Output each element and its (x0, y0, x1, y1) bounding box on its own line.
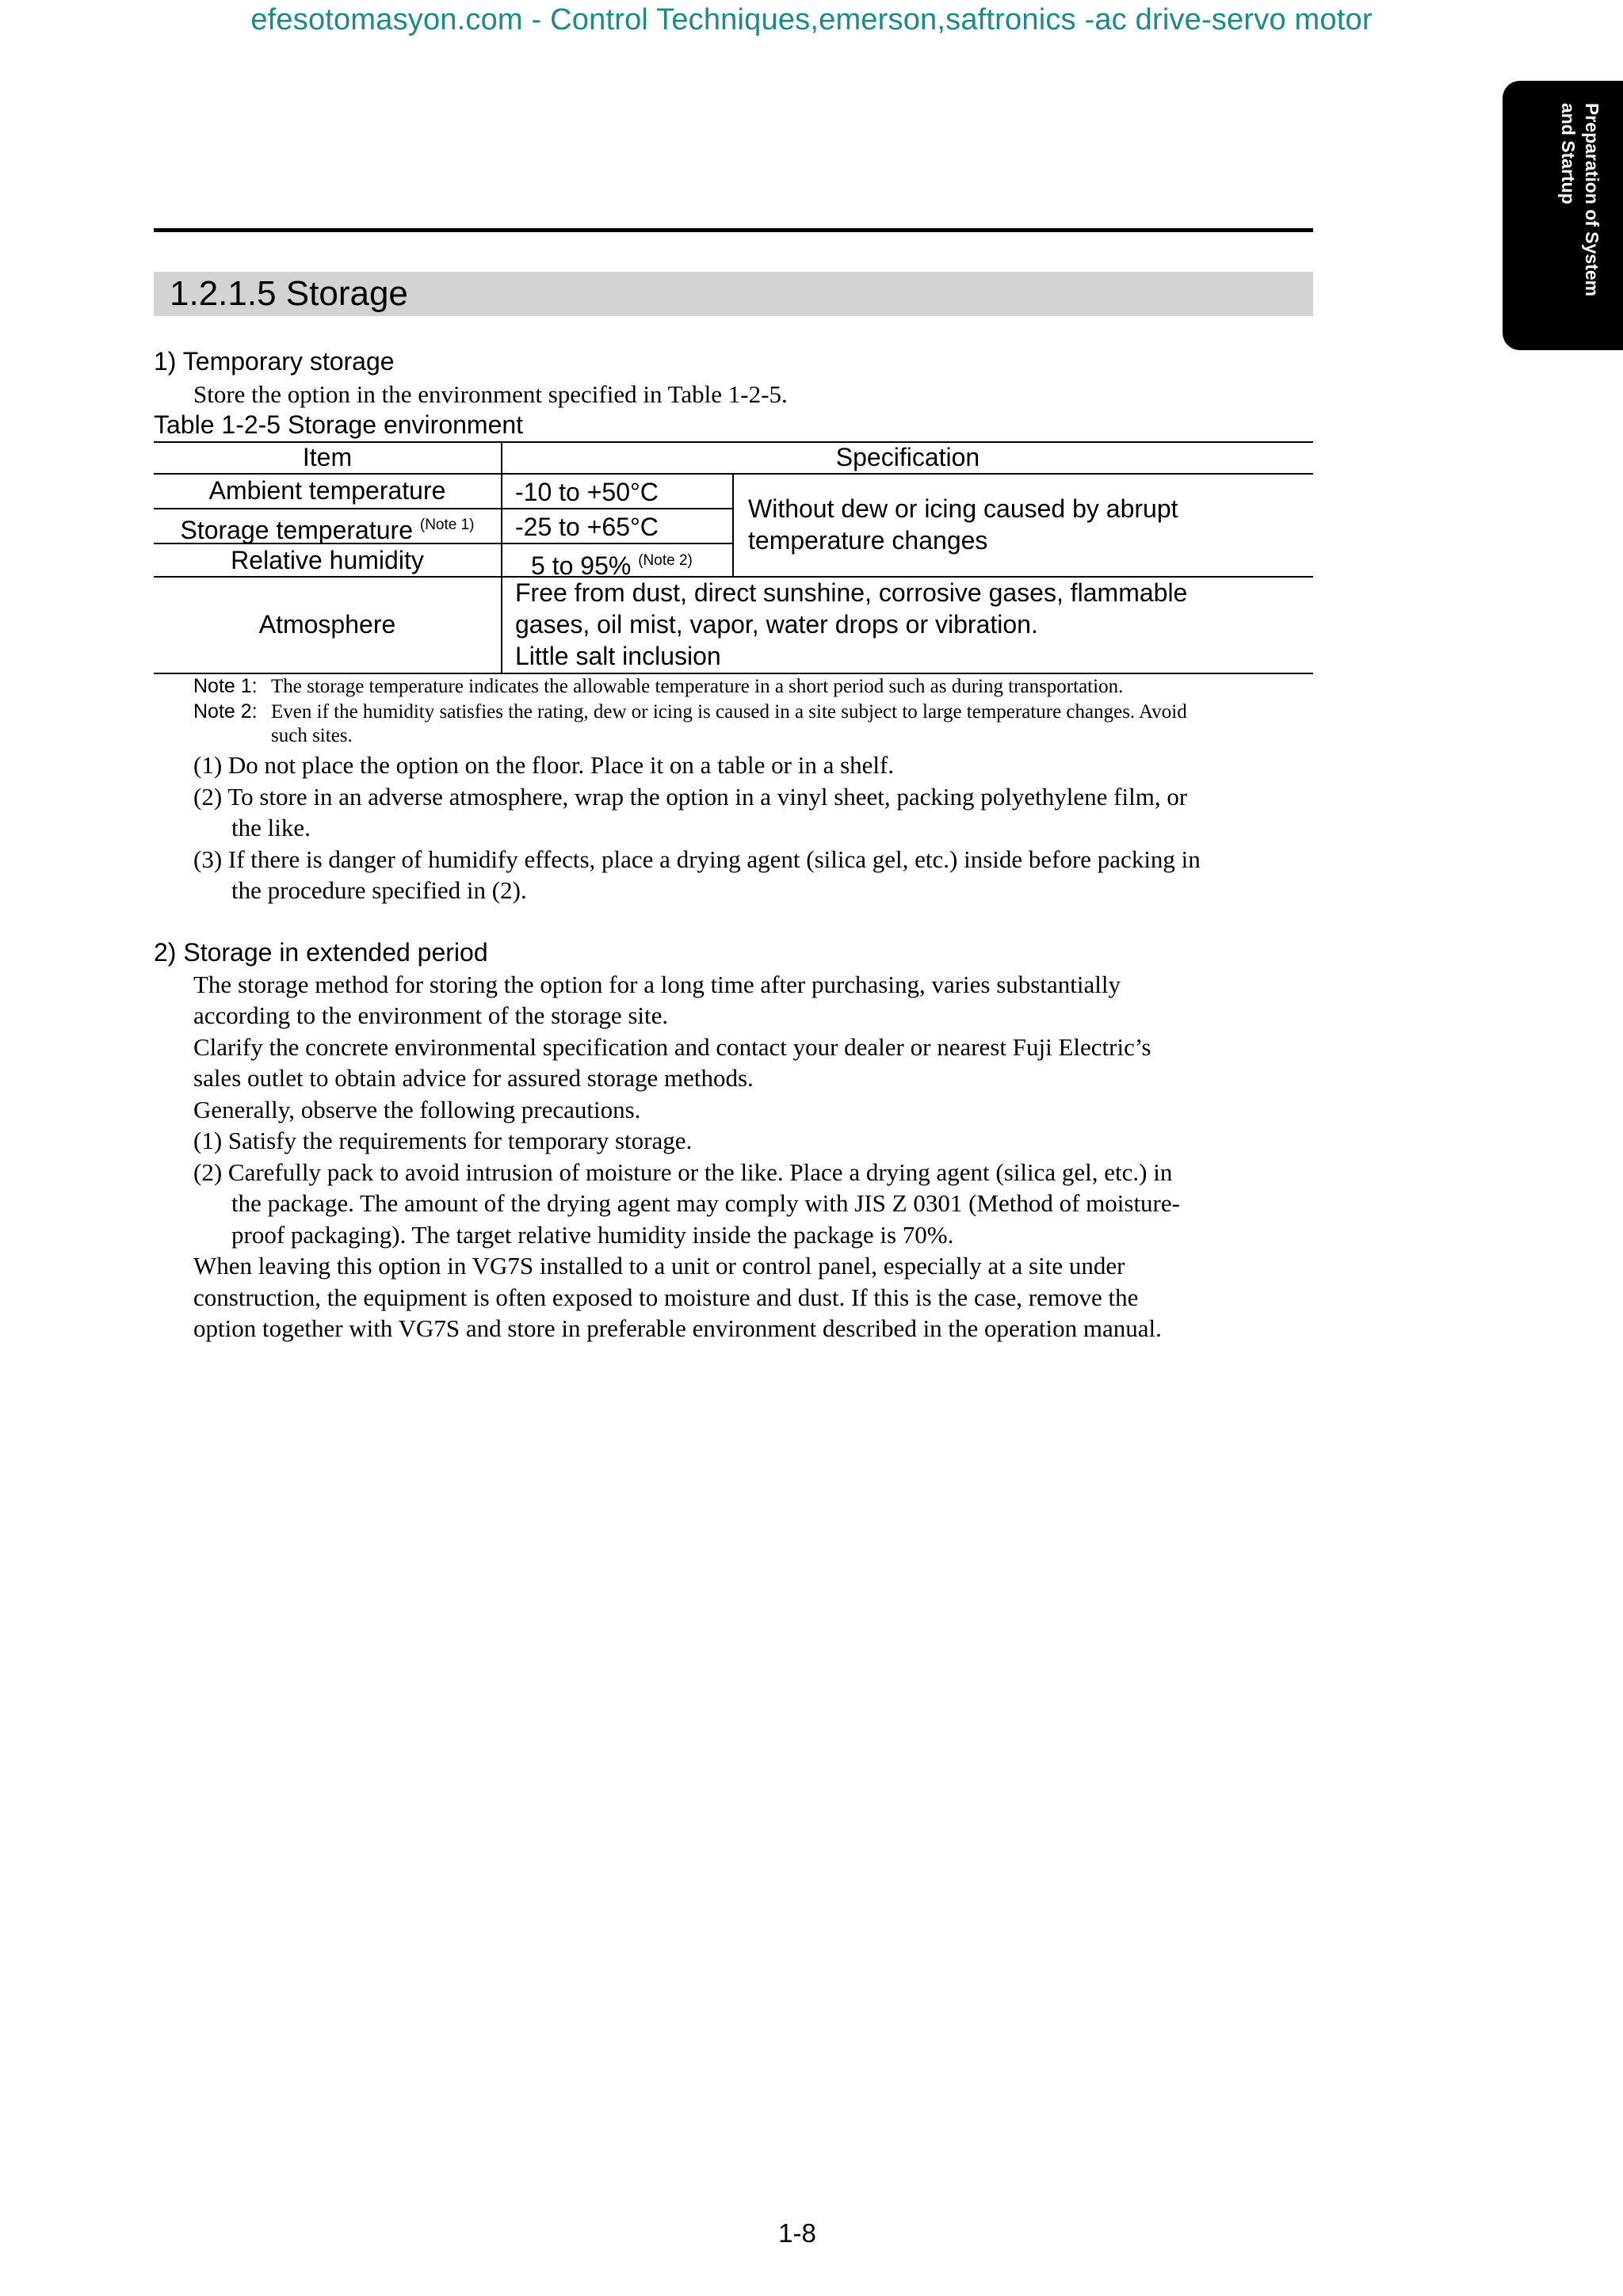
extended-storage-heading: 2) Storage in extended period (154, 938, 488, 967)
row-storage-value: -25 to +65°C (515, 513, 659, 541)
extended-line: option together with VG7S and store in preferable environment described in the operation manual. (193, 1314, 1162, 1342)
section-title: 1.2.1.5 Storage (170, 274, 408, 313)
column-header-specification: Specification (835, 443, 980, 471)
row-storage-item-label: Storage temperature (180, 516, 413, 544)
row-atmosphere-line2: gases, oil mist, vapor, water drops or vibration. (515, 610, 1038, 639)
extended-line: sales outlet to obtain advice for assured storage methods. (193, 1064, 754, 1092)
extended-item-2-cont: the package. The amount of the drying agent may comply with JIS Z 0301 (Method of moisture- (231, 1189, 1180, 1217)
top-rule (154, 228, 1313, 232)
page-number: 1-8 (778, 2218, 816, 2248)
row-atmosphere-line3: Little salt inclusion (515, 642, 721, 670)
column-header-item: Item (302, 443, 353, 471)
temp-item-3-cont: the procedure specified in (2). (231, 876, 527, 904)
extended-line: according to the environment of the storage site. (193, 1001, 669, 1029)
table-rule (154, 673, 1313, 674)
table-rule (154, 508, 734, 509)
shared-spec-line1: Without dew or icing caused by abrupt (748, 494, 1178, 523)
row-ambient-value: -10 to +50°C (515, 478, 659, 506)
extended-line: The storage method for storing the option for a long time after purchasing, varies substantially (193, 971, 1121, 998)
note-1-text: The storage temperature indicates the allowable temperature in a short period such as during transportation. (271, 676, 1124, 697)
extended-item-1: (1) Satisfy the requirements for temporary storage. (193, 1127, 693, 1154)
temp-item-2-cont: the like. (231, 814, 311, 841)
header-banner: efesotomasyon.com - Control Techniques,emerson,saftronics -ac drive-servo motor (250, 3, 1373, 36)
row-humidity-item: Relative humidity (231, 546, 424, 574)
extended-line: Generally, observe the following precautions. (193, 1096, 641, 1123)
extended-line: construction, the equipment is often exposed to moisture and dust. If this is the case, remove the (193, 1283, 1139, 1311)
chapter-side-tab-label: Preparation of System and Startup (1558, 103, 1602, 297)
storage-environment-table (154, 441, 1313, 674)
note-1-label: Note 1: (193, 675, 258, 697)
row-atmosphere-line1: Free from dust, direct sunshine, corrosive gases, flammable (515, 578, 1188, 607)
row-atmosphere-item: Atmosphere (258, 610, 396, 639)
temporary-storage-intro: Store the option in the environment specified in Table 1-2-5. (193, 380, 788, 408)
temp-item-2: (2) To store in an adverse atmosphere, wrap the option in a vinyl sheet, packing polyethylene film, or (193, 783, 1188, 810)
row-storage-item (154, 510, 501, 545)
table-rule (732, 473, 734, 576)
chapter-side-tab (1503, 81, 1623, 350)
note-2-text-cont: such sites. (271, 725, 353, 746)
extended-item-2-cont: proof packaging). The target relative humidity inside the package is 70%. (231, 1221, 954, 1249)
temp-item-1: (1) Do not place the option on the floor. Place it on a table or in a shelf. (193, 751, 895, 779)
row-ambient-item: Ambient temperature (208, 476, 446, 505)
note-2-text: Even if the humidity satisfies the rating, dew or icing is caused in a site subject to large temperature changes. Avoid (271, 701, 1187, 723)
note-ref: (Note 2) (638, 552, 693, 569)
extended-line: When leaving this option in VG7S installed to a unit or control panel, especially at a site under (193, 1252, 1125, 1280)
section-heading-bar (154, 272, 1313, 316)
temp-item-3: (3) If there is danger of humidify effects, place a drying agent (silica gel, etc.) inside before packing in (193, 845, 1201, 873)
row-humidity-value (531, 546, 693, 581)
shared-spec-line2: temperature changes (748, 526, 988, 555)
temporary-storage-heading: 1) Temporary storage (154, 347, 395, 376)
note-ref: (Note 1) (419, 517, 475, 533)
extended-item-2: (2) Carefully pack to avoid intrusion of moisture or the like. Place a drying agent (silica gel, etc.) in (193, 1158, 1173, 1186)
note-2-label: Note 2: (193, 700, 258, 723)
table-caption: Table 1-2-5 Storage environment (154, 410, 524, 439)
extended-line: Clarify the concrete environmental specification and contact your dealer or nearest Fuji Electric’s (193, 1033, 1151, 1061)
table-rule (501, 441, 502, 674)
row-humidity-value-text: 5 to 95% (531, 551, 632, 580)
